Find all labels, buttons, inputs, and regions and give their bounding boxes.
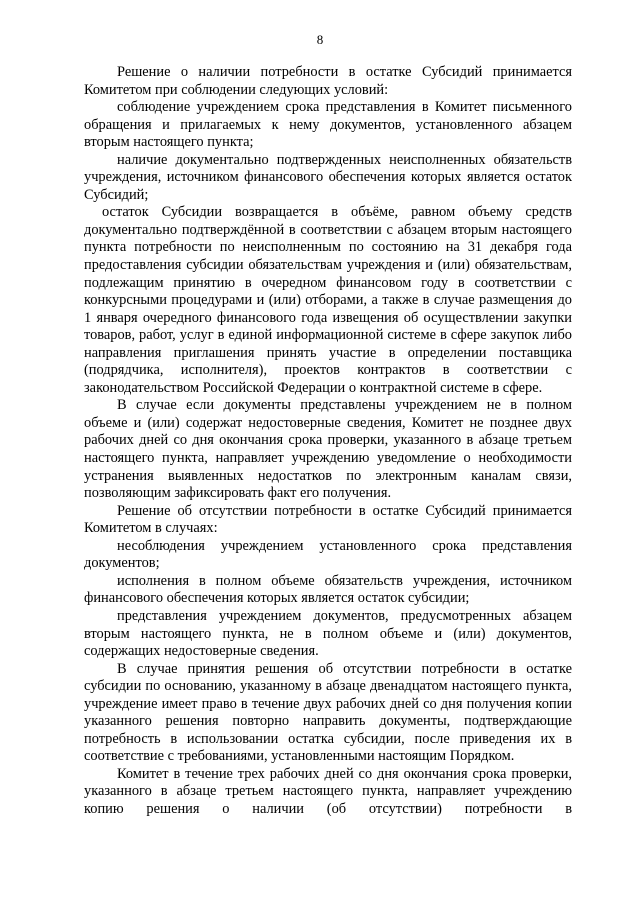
paragraph-deadline-violation: несоблюдения учреждением установленного срока представления документов; [84, 537, 572, 572]
paragraph-committee-notice: Комитет в течение трех рабочих дней со дня окончания срока проверки, указанного в абзаце третьем настоящего пункта, направляет учреждению копию решения о наличии (об отсутствии) потребности в [84, 765, 572, 817]
page-number: 8 [316, 32, 324, 47]
paragraph-decision-conditions: Решение о наличии потребности в остатке Субсидий принимается Комитетом при соблюдении следующих условий: [84, 64, 572, 98]
paragraph-resubmission-right: В случае принятия решения об отсутствии потребности в остатке субсидии по основанию, указанному в абзаце двенадцатом настоящего пункта, учреждение имеет право в течение двух рабочих дней со дня получения копии указанного решения повторно направить документы, подтверждающие потребность в использовании остатка субсидии, после приведения их в соответствие с требованиями, установленными настоящим Порядком. [84, 660, 572, 765]
paragraph-incomplete-documents: В случае если документы представлены учреждением не в полном объеме и (или) содержат недостоверные сведения, Комитет не позднее двух рабочих дней со дня окончания срока проверки, указанного в абзаце третьем настоящего пункта, направляет учреждению уведомление о необходимости устранения выявленных недостатков по электронным каналам связи, позволяющим зафиксировать факт его получения. [84, 397, 572, 502]
document-body [84, 64, 572, 819]
paragraph-obligations-fulfilled: исполнения в полном объеме обязательств учреждения, источником финансового обеспечения которых является остаток субсидии; [84, 572, 572, 607]
paragraph-obligations-condition: наличие документально подтвержденных неисполненных обязательств учреждения, источником финансового обеспечения которых является остаток Субсидий; [84, 151, 572, 203]
paragraph-absence-decision: Решение об отсутствии потребности в остатке Субсидий принимается Комитетом в случаях: [84, 502, 572, 537]
paragraph-balance-return: остаток Субсидии возвращается в объёме, равном объему средств документально подтверждённой в соответствии с абзацем вторым настоящего пункта потребности по неисполненным по состоянию на 31 декабря года предоставления субсидии обязательствам учреждения и (или) обязательствам, подлежащим принятию в очередном финансовом году в соответствии с конкурсными процедурами и (или) отборами, а также в случае размещения до 1 января очередного финансового года извещения об осуществлении закупки товаров, работ, услуг в единой информационной системе в сфере закупок либо направления приглашения принять участие в определении поставщика (подрядчика, исполнителя), проектов контрактов в соответствии с законодательством Российской Федерации о контрактной системе в сфере. [84, 204, 572, 396]
paragraph-incomplete-submission: представления учреждением документов, предусмотренных абзацем вторым настоящего пункта, не в полном объеме и (или) документов, содержащих недостоверные сведения. [84, 607, 572, 660]
paragraph-deadline-condition: соблюдение учреждением срока представления в Комитет письменного обращения и прилагаемых к нему документов, установленного абзацем вторым настоящего пункта; [84, 99, 572, 151]
